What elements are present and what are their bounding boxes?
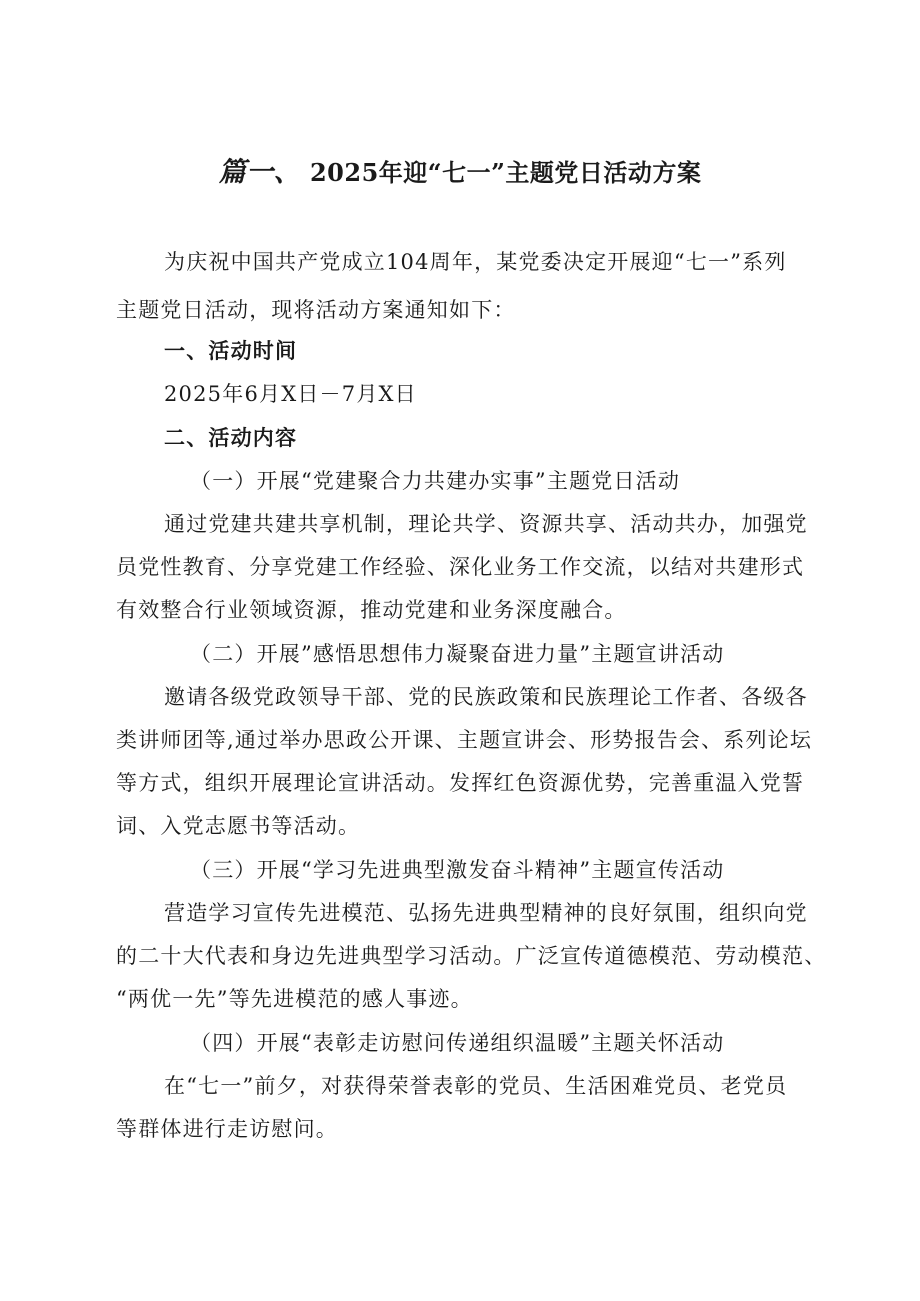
item2-heading: （二）开展”感悟思想伟力凝聚奋进力量”主题宣讲活动	[190, 642, 725, 666]
item2-line-1: 邀请各级党政领导干部、党的民族政策和民族理论工作者、各级各	[164, 685, 808, 709]
item1-line-2: 员党性教育、分享党建工作经验、深化业务工作交流，以结对共建形式	[116, 555, 805, 579]
item3-line-2: 的二十大代表和身边先进典型学习活动。广泛宣传道德模范、劳动模范、	[116, 944, 827, 968]
intro-line-1: 为庆祝中国共产党成立104周年，某党委决定开展迎“七一”系列	[164, 250, 787, 274]
item4-line-2: 等群体进行走访慰问。	[116, 1117, 338, 1141]
item2-line-3: 等方式，组织开展理论宣讲活动。发挥红色资源优势，完善重温入党誓	[116, 771, 805, 795]
document-title	[0, 150, 920, 189]
item1-heading: （一）开展“党建聚合力共建办实事”主题党日活动	[190, 469, 681, 493]
item2-line-2: 类讲师团等,通过举办思政公开课、主题宣讲会、形势报告会、系列论坛	[116, 728, 813, 752]
item1-line-3: 有效整合行业领域资源，推动党建和业务深度融合。	[116, 598, 627, 622]
section1-text: 2025年6月X日－7月X日	[164, 382, 417, 406]
title-main: 2025年迎“七一”主题党日活动方案	[309, 158, 702, 187]
item2-line-4: 词、入党志愿书等活动。	[116, 814, 361, 838]
title-prefix: 篇一、	[218, 157, 302, 188]
item3-heading: （三）开展“学习先进典型激发奋斗精神”主题宣传活动	[190, 858, 725, 882]
item3-line-1: 营造学习宣传先进模范、弘扬先进典型精神的良好氛围，组织向党	[164, 901, 808, 925]
item1-line-1: 通过党建共建共享机制，理论共学、资源共享、活动共办，加强党	[164, 512, 808, 536]
section2-heading: 二、活动内容	[164, 425, 298, 450]
item4-heading: （四）开展“表彰走访慰问传递组织温暖”主题关怀活动	[190, 1031, 725, 1055]
section1-heading: 一、活动时间	[164, 338, 298, 363]
intro-line-2: 主题党日活动，现将活动方案通知如下：	[116, 298, 516, 322]
item4-line-1: 在“七一”前夕，对获得荣誉表彰的党员、生活困难党员、老党员	[164, 1074, 788, 1098]
item3-line-3: “两优一先”等先进模范的感人事迹。	[116, 987, 473, 1011]
